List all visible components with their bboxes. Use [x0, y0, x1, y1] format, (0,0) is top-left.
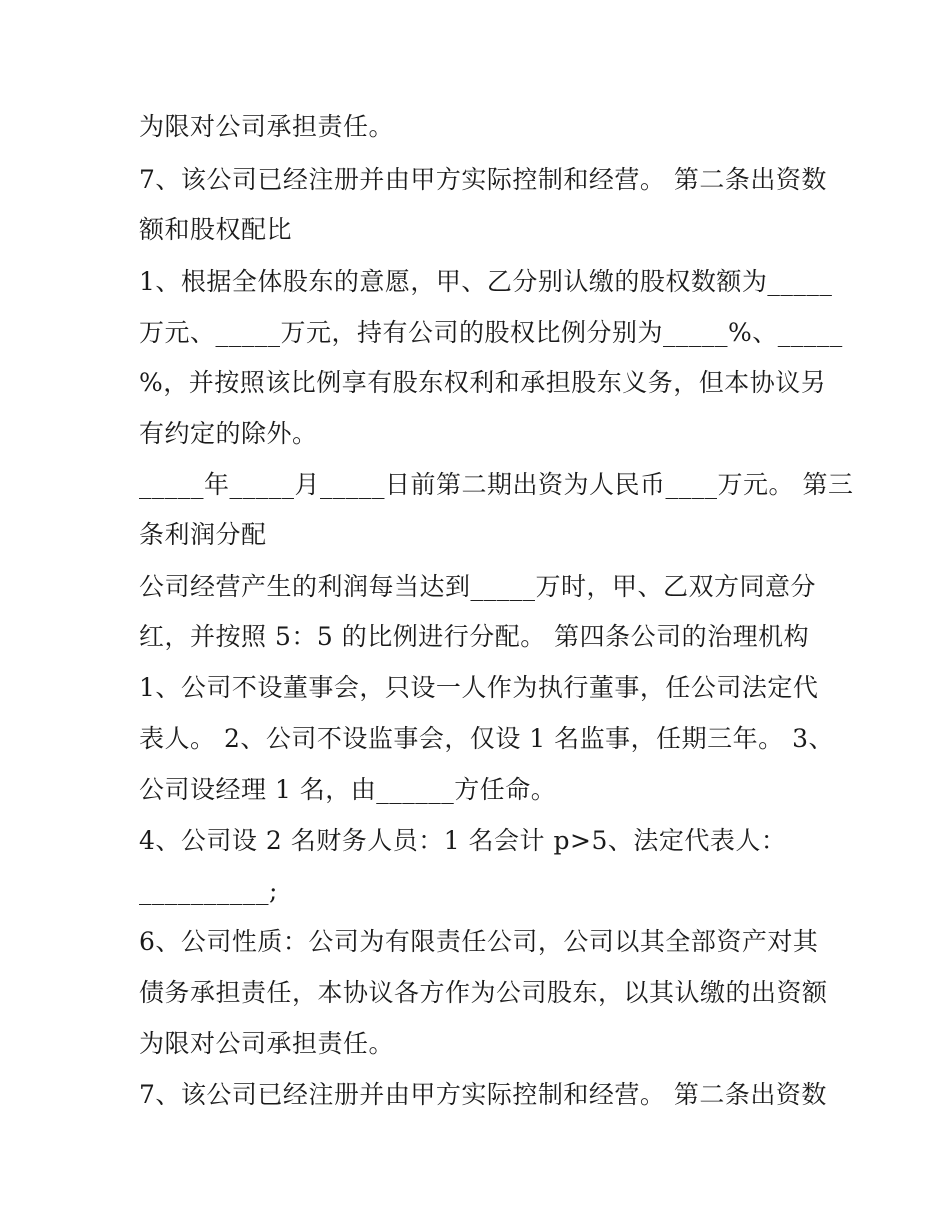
text-line: 为限对公司承担责任。 [139, 1029, 395, 1058]
text-line: 公司经营产生的利润每当达到_____万时，甲、乙双方同意分 [139, 572, 817, 601]
text-line: 债务承担责任，本协议各方作为公司股东，以其认缴的出资额 [139, 978, 828, 1007]
text-line: 7、该公司已经注册并由甲方实际控制和经营。 第二条出资数 [139, 165, 827, 194]
text-line: 有约定的除外。 [139, 419, 318, 448]
text-line: 为限对公司承担责任。 [139, 112, 395, 141]
text-line: 1、根据全体股东的意愿，甲、乙分别认缴的股权数额为_____ [139, 267, 833, 296]
text-line: 6、公司性质：公司为有限责任公司，公司以其全部资产对其 [139, 927, 819, 956]
text-line: __________; [139, 876, 278, 905]
text-line: 表人。 2、公司不设监事会，仅设 1 名监事，任期三年。 3、 [139, 724, 835, 753]
text-line: %，并按照该比例享有股东权利和承担股东义务，但本协议另 [139, 368, 827, 397]
text-line: 1、公司不设董事会，只设一人作为执行董事，任公司法定代 [139, 673, 819, 702]
text-line: 条利润分配 [139, 520, 267, 549]
text-line: _____年_____月_____日前第二期出资为人民币____万元。 第三 [139, 470, 854, 499]
text-line: 7、该公司已经注册并由甲方实际控制和经营。 第二条出资数 [139, 1080, 827, 1109]
text-line: 万元、_____万元，持有公司的股权比例分别为_____%、_____ [139, 318, 843, 347]
text-line: 红，并按照 5：5 的比例进行分配。 第四条公司的治理机构 [139, 622, 810, 651]
text-line: 额和股权配比 [139, 215, 293, 244]
text-line: 公司设经理 1 名，由______方任命。 [139, 775, 557, 804]
text-line: 4、公司设 2 名财务人员：1 名会计 p>5、法定代表人： [139, 826, 787, 855]
